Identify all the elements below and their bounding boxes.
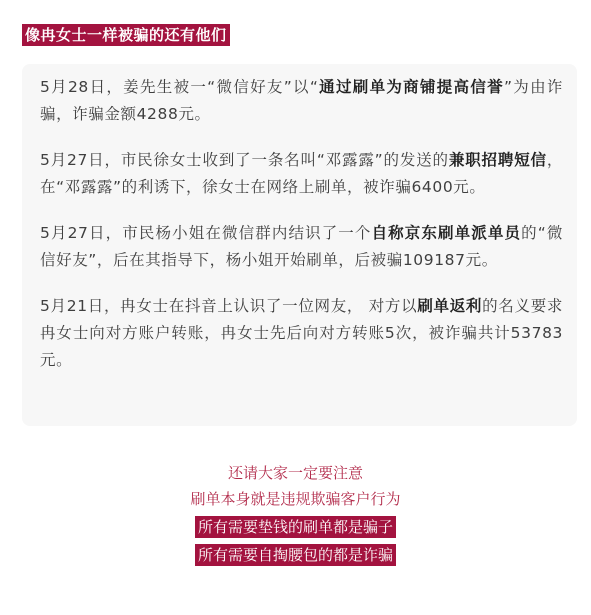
section-title-label: 像冉女士一样被骗的还有他们 [22,24,230,46]
case-item [40,220,563,274]
case-text: 5月27日，市民杨小姐在微信群内结识了一个 [40,224,372,242]
case-text: 5月28日，姜先生被一“微信好友”以“ [40,78,319,96]
case-item [40,74,563,128]
case-text: 5月21日，冉女士在抖音上认识了一位网友， 对方以 [40,297,418,315]
case-item [40,293,563,374]
case-keyword: 兼职招聘短信 [448,151,547,169]
case-text: 的“微信好友”，后在其指导下，杨小姐开始刷单，后被骗109187元。 [40,224,564,269]
case-item [40,147,563,201]
case-keyword: 通过刷单为商铺提高信誉 [318,78,504,96]
cases-card [22,64,577,426]
warning-highlight: 所有需要垫钱的刷单都是骗子 [195,516,396,538]
section-title [22,24,230,46]
warning-line: 还请大家一定要注意 [227,464,363,482]
case-text: 5月27日，市民徐女士收到了一条名叫“邓露露”的发送的 [40,151,449,169]
case-keyword: 刷单返利 [417,297,483,315]
warning-highlight: 所有需要自掏腰包的都是诈骗 [195,544,396,566]
case-text: 的名义要求冉女士向对方账户转账，冉女士先后向对方转账5次，被诈骗共计53783元。 [40,297,563,369]
warning-footer [0,462,591,570]
case-keyword: 自称京东刷单派单员 [371,224,522,242]
case-text: ，在“邓露露”的利诱下，徐女士在网络上刷单，被诈骗6400元。 [40,151,563,196]
case-text: ”为由诈骗，诈骗金额4288元。 [40,78,563,123]
warning-line: 刷单本身就是违规欺骗客户行为 [190,490,401,508]
